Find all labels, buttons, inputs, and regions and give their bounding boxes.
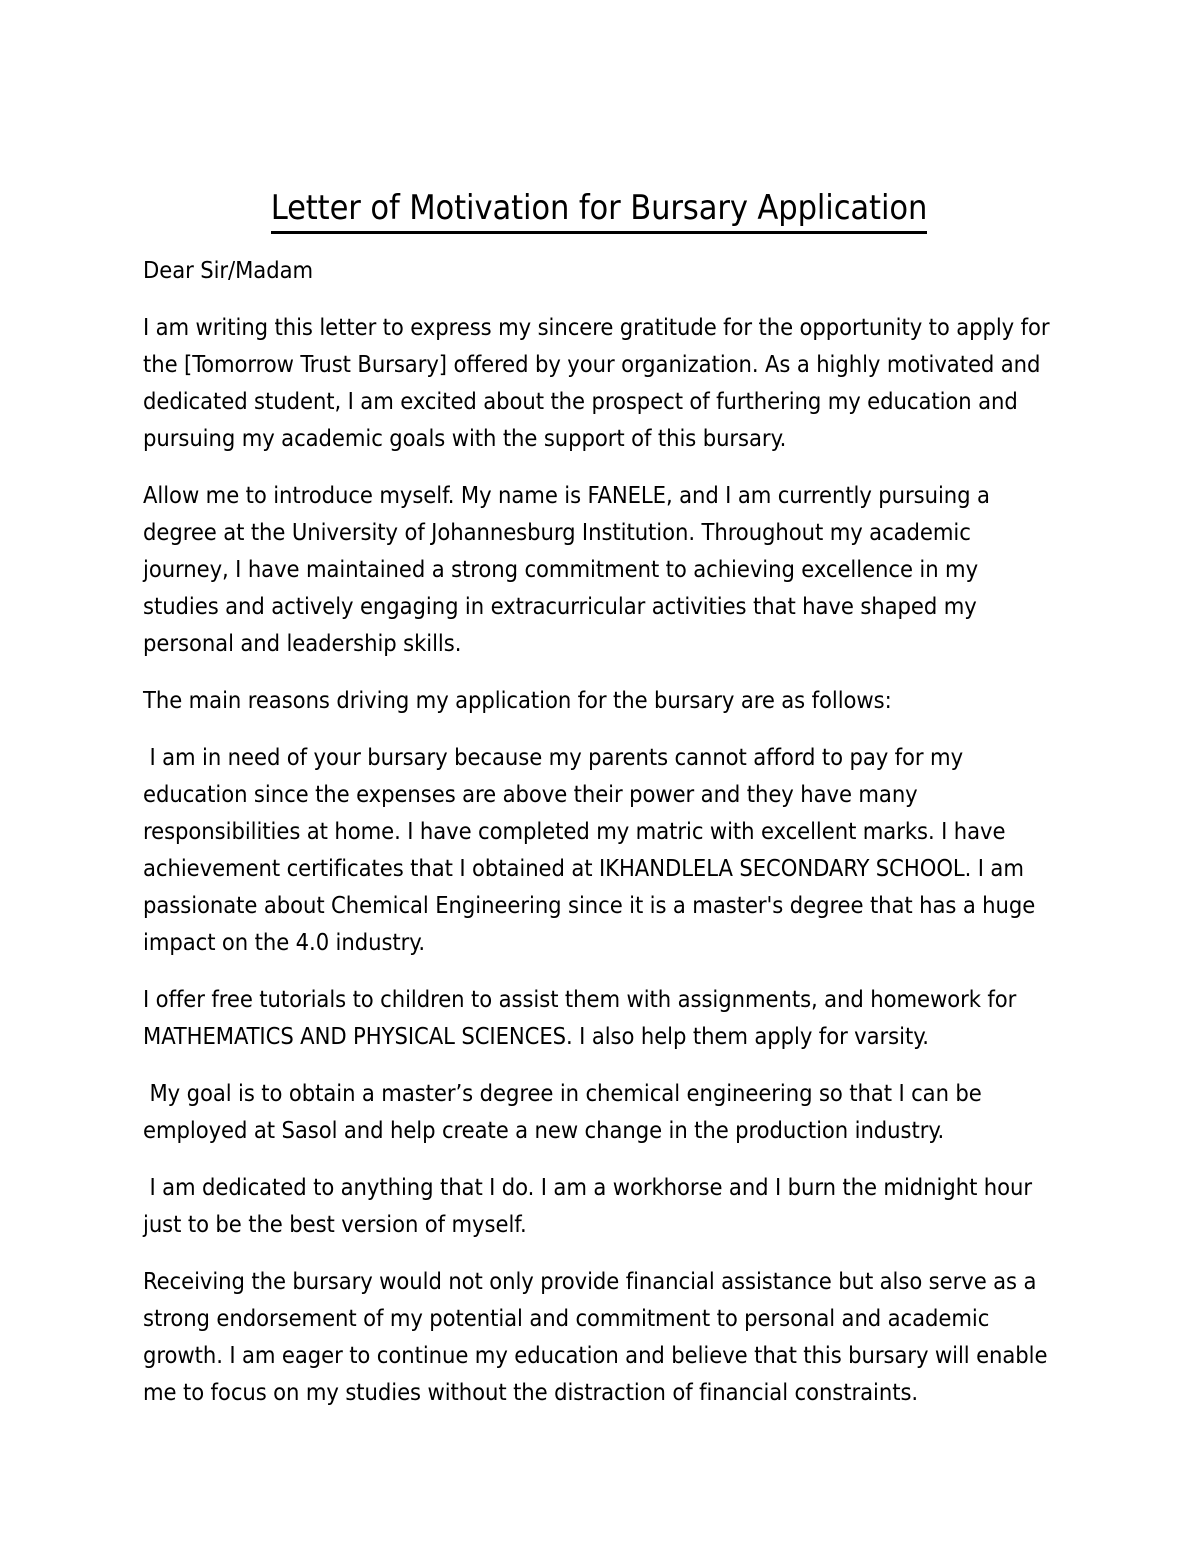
paragraph-gratitude: I am writing this letter to express my sincere gratitude for the opportunity to apply for the [Tomorrow Trust Bursary] offered by your organization. As a highly motivated and dedicated student, I am excited about the prospect of furthering my education and pursuing my academic goals with the support of this bursary. bbox=[143, 313, 1056, 452]
paragraph-introduction: Allow me to introduce myself. My name is FANELE, and I am currently pursuing a degree at the University of Johannesburg Institution. Throughout my academic journey, I have maintained a strong commitment to achieving excellence in my studies and actively engaging in extracurricular activities that have shaped my personal and leadership skills. bbox=[143, 481, 997, 657]
paragraph-reasons-heading: The main reasons driving my application for the bursary are as follows: bbox=[143, 686, 892, 714]
paragraph-closing: Receiving the bursary would not only provide financial assistance but also serve as a strong endorsement of my potential and commitment to personal and academic growth. I am eager to continue my education and believe that this bursary will enable me to focus on my studies without the distraction of financial constraints. bbox=[143, 1267, 1054, 1406]
salutation: Dear Sir/Madam bbox=[143, 256, 314, 284]
page-title bbox=[143, 186, 1055, 234]
paragraph-tutoring: I offer free tutorials to children to assist them with assignments, and homework for MATHEMATICS AND PHYSICAL SCIENCES. I also help them apply for varsity. bbox=[143, 985, 1023, 1050]
paragraph-dedication: I am dedicated to anything that I do. I am a workhorse and I burn the midnight hour just to be the best version of myself. bbox=[143, 1173, 1039, 1238]
page-title-text: Letter of Motivation for Bursary Application bbox=[271, 186, 928, 234]
paragraph-career-goal: My goal is to obtain a master’s degree in chemical engineering so that I can be employed at Sasol and help create a new change in the production industry. bbox=[143, 1079, 989, 1144]
document-body bbox=[143, 186, 1055, 1411]
paragraph-financial-need: I am in need of your bursary because my parents cannot afford to pay for my education since the expenses are above their power and they have many responsibilities at home. I have completed my matric with excellent marks. I have achievement certificates that I obtained at IKHANDLELA SECONDARY SCHOOL. I am passionate about Chemical Engineering since it is a master's degree that has a huge impact on the 4.0 industry. bbox=[143, 743, 1042, 956]
